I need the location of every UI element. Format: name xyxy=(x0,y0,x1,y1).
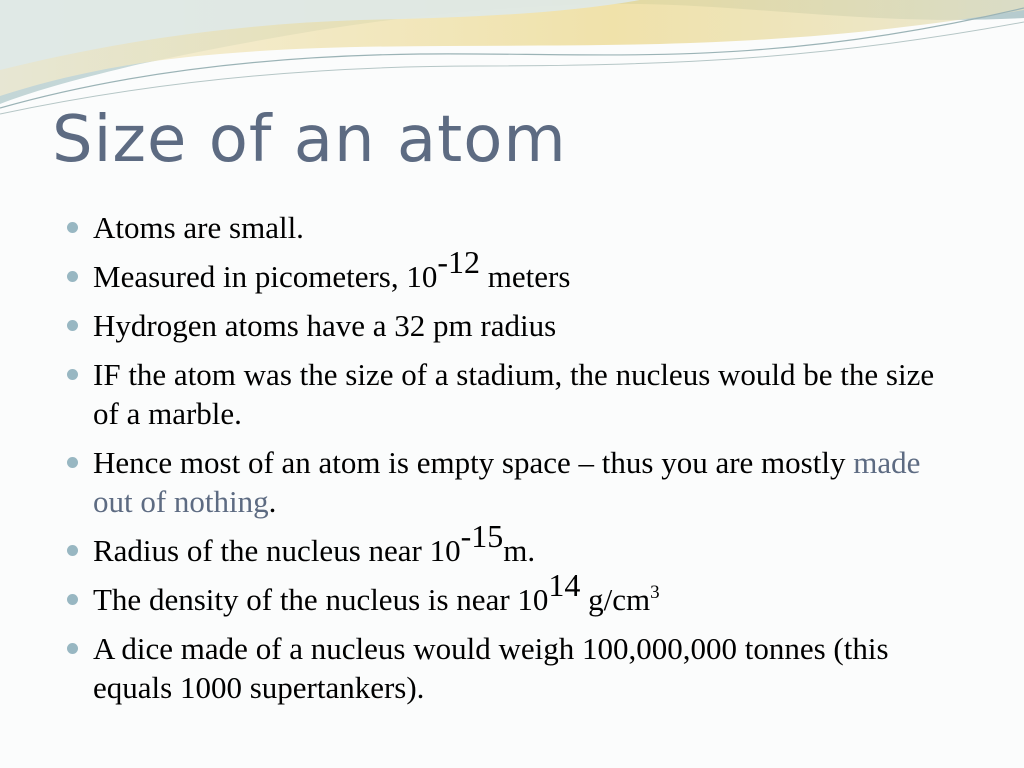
bullet-text: IF the atom was the size of a stadium, the nucleus would be the size of a marble. xyxy=(93,357,935,431)
unit-exponent: 3 xyxy=(650,582,660,603)
bullet-dot-icon xyxy=(67,457,78,468)
bullet-text: The density of the nucleus is near 10 xyxy=(93,582,549,617)
bullet-text-suffix: g/cm xyxy=(580,582,651,617)
bullet-text: Atoms are small. xyxy=(93,210,304,245)
bullet-text-suffix: meters xyxy=(480,259,571,294)
slide-title: Size of an atom xyxy=(52,103,567,177)
bullet-dot-icon xyxy=(67,271,78,282)
bullet-list xyxy=(64,208,964,717)
highlight-text: made out of nothing xyxy=(93,445,921,519)
bullet-item xyxy=(64,518,964,570)
bullet-dot-icon xyxy=(67,320,78,331)
bullet-item xyxy=(64,629,964,707)
bullet-item xyxy=(64,244,964,296)
bullet-dot-icon xyxy=(67,369,78,380)
exponent: -12 xyxy=(437,244,481,280)
bullet-text: Measured in picometers, 10 xyxy=(93,259,438,294)
bullet-dot-icon xyxy=(67,222,78,233)
bullet-text-suffix: m. xyxy=(503,533,536,568)
bullet-text: Radius of the nucleus near 10 xyxy=(93,533,461,568)
exponent: 14 xyxy=(548,567,581,603)
bullet-text: Hence most of an atom is empty space – thus you are mostly xyxy=(93,445,854,480)
exponent: -15 xyxy=(460,518,504,554)
bullet-item xyxy=(64,306,964,345)
bullet-item xyxy=(64,443,964,521)
bullet-text: Hydrogen atoms have a 32 pm radius xyxy=(93,308,557,343)
bullet-item xyxy=(64,355,964,433)
bullet-item xyxy=(64,567,964,619)
bullet-dot-icon xyxy=(67,594,78,605)
bullet-text-suffix: . xyxy=(268,484,277,519)
bullet-text: A dice made of a nucleus would weigh 100,000,000 tonnes (this equals 1000 supertankers). xyxy=(93,631,889,705)
bullet-dot-icon xyxy=(67,643,78,654)
bullet-dot-icon xyxy=(67,545,78,556)
bullet-item xyxy=(64,208,964,247)
